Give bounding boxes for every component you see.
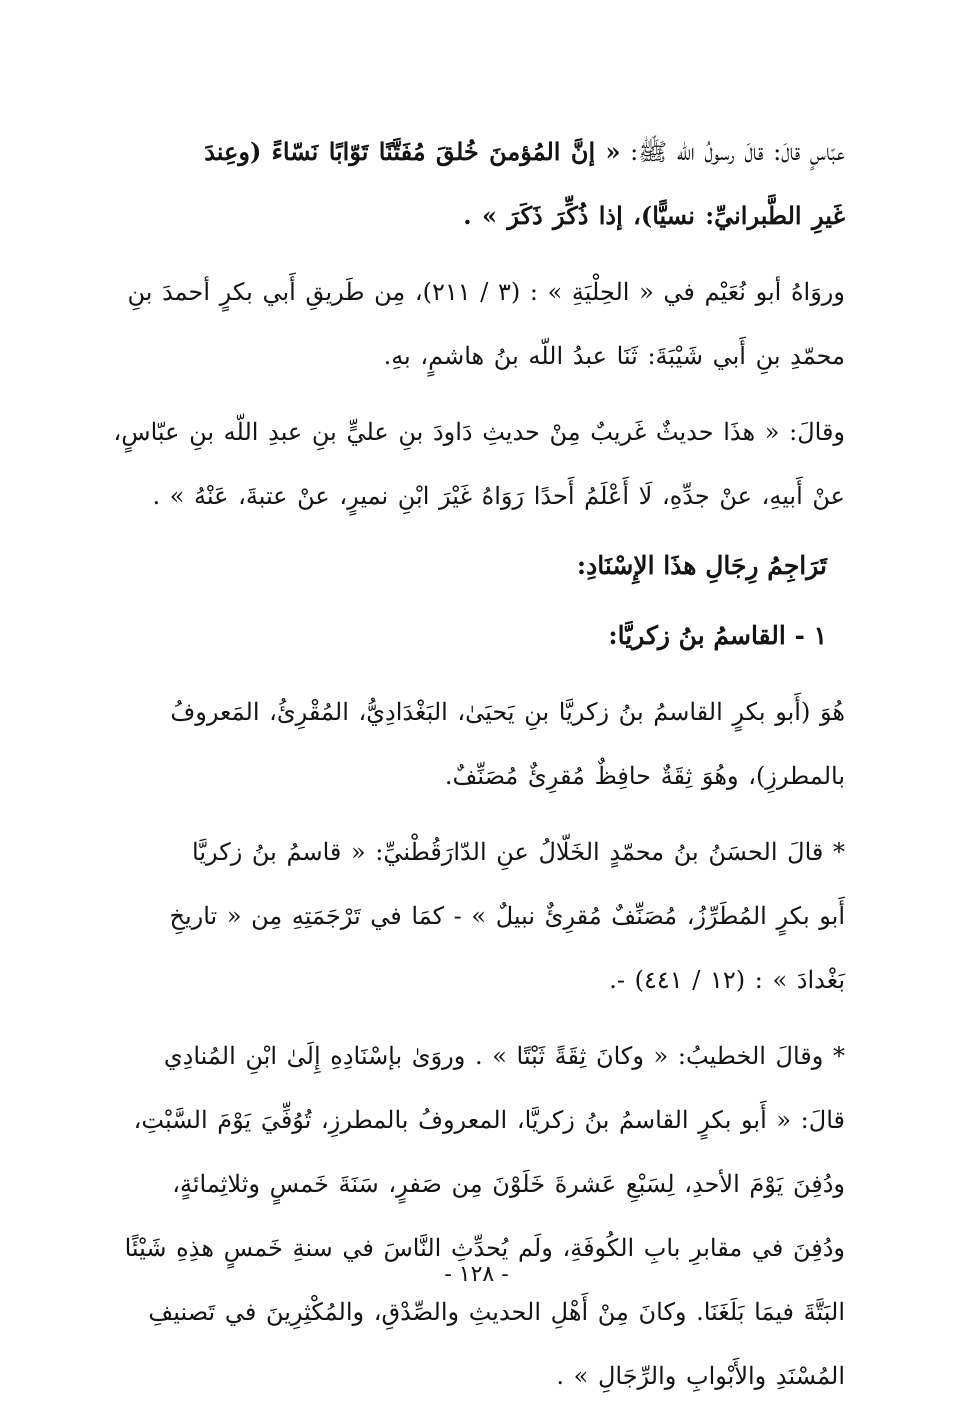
paragraph-hadith	[110, 120, 845, 248]
hadith-text-line-2: غَيرِ الطَّبرانيِّ: نسيًّا)، إذا ذُكِّرَ ذَكَرَ » .	[463, 201, 845, 230]
khatib-line-4: ودُفِنَ في مقابرِ بابِ الكُوفَةِ، ولَم يُحدِّثِ النَّاسَ في سنةِ خَمسٍ هذِهِ شَيْئًا	[124, 1234, 845, 1262]
paragraph-khatib-quote	[110, 1024, 845, 1408]
narrator-heading-qasim: ١ - القاسمُ بنُ زكريَّا:	[608, 621, 827, 650]
khatib-line-3: ودُفِنَ يَوْمَ الأحدِ، لِسَبْعِ عَشرةَ خَلَوْنَ مِن صَفرٍ، سَنَةَ خَمسٍ وثلاثِمائةٍ،	[172, 1170, 845, 1198]
hilya-line-2: محمّدِ بنِ أَبي شَيْبَةَ: ثَنَا عبدُ اللّه بنُ هاشمٍ، بهِ.	[383, 342, 845, 370]
hadith-intro: عبّاسٍ قالَ: قالَ رسولُ اللّه ﷺ:	[620, 138, 845, 166]
khatib-line-1: * وقالَ الخطيبُ: « وكانَ ثِقَةً ثَبْتًا » . وروَىٰ بإسْنَادِهِ إِلَىٰ ابْنِ المُنادِي	[163, 1042, 845, 1070]
khatib-line-5: البَتَّةَ فيمَا بَلَغَنَا. وكانَ مِنْ أَهْلِ الحديثِ والصِّدْقِ، والمُكْثِرِينَ في تَصنيفِ	[148, 1298, 845, 1326]
section-heading-narrators: تَرَاجِمُ رِجَالِ هذَا الإِسْنَادِ:	[576, 551, 827, 580]
khatib-line-6: المُسْنَدِ والأَبْوابِ والرِّجَالِ » .	[556, 1362, 845, 1390]
hilya-line-1: وروَاهُ أبو نُعَيْم في « الحِلْيَةِ » : (٣ / ٢١١)، مِن طَريقِ أَبي بكرٍ أحمدَ بنِ	[127, 278, 845, 306]
daraqutni-line-2: أَبو بكرٍ المُطَرِّزُ، مُصَنِّفٌ مُقرِئٌ نبيلٌ » - كمَا في تَرْجَمَتِهِ مِن « تاريخِ	[169, 902, 845, 930]
daraqutni-line-3: بَغْدادَ » : (١٢ / ٤٤١) -.	[609, 966, 845, 994]
page-body	[110, 120, 845, 1408]
gharib-line-2: عنْ أَبيهِ، عنْ جدِّهِ، لَا أَعْلَمُ أَحدًا رَوَاهُ غَيْرَ ابْنِ نميرٍ، عنْ عتبةَ، عَنْهُ » .	[152, 482, 845, 510]
khatib-line-2: قالَ: « أَبو بكرٍ القاسمُ بنُ زكريَّا، المعروفُ بالمطرزِ، تُوُفِّيَ يَوْمَ السَّبْتِ،	[133, 1106, 845, 1134]
hadith-text-line-1: « إنَّ المُؤمنَ خُلقَ مُفَتَّنًا تَوّابًا نَسّاءً (وعِندَ	[204, 137, 621, 166]
paragraph-hilya-narration	[110, 260, 845, 388]
qasim-line-1: هُوَ (أَبو بكرٍ القاسمُ بنُ زكريَّا بنِ يَحيَىٰ، البَغْدَادِيُّ، المُقْرِئُ، المَعروفُ	[170, 698, 845, 726]
paragraph-gharib-comment	[110, 400, 845, 528]
page-number: - ١٢٨ -	[444, 1262, 509, 1287]
gharib-line-1: وقالَ: « هذَا حديثٌ غَريبٌ مِنْ حديثِ دَاودَ بنِ عليٍّ بنِ عبدِ اللّه بنِ عبّاسٍ،	[113, 418, 845, 446]
paragraph-qasim-identity	[110, 680, 845, 808]
qasim-line-2: بالمطرزِ)، وهُوَ ثِقَةٌ حافِظٌ مُقرِئٌ مُصَنِّفٌ.	[444, 762, 845, 790]
paragraph-daraqutni-quote	[110, 820, 845, 1012]
daraqutni-line-1: * قالَ الحسَنُ بنُ محمّدٍ الخَلّالُ عنِ الدّارَقُطْنيِّ: « قاسمُ بنُ زكريَّا	[192, 838, 845, 866]
